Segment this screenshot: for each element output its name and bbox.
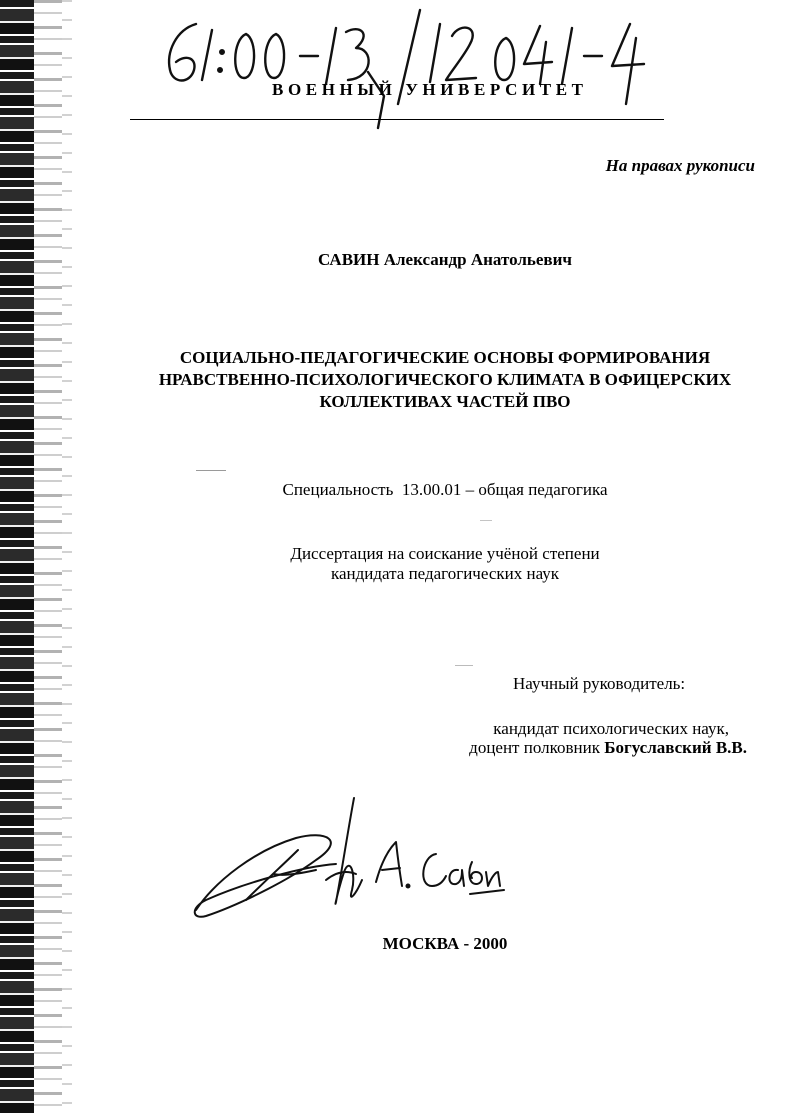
degree-statement [0,544,795,584]
scan-speck [455,665,473,666]
rights-notice: На правах рукописи [605,156,755,175]
advisor-degree: кандидат психологических наук, [493,719,729,738]
handwritten-catalog-number [0,0,795,130]
title-line-1: СОЦИАЛЬНО-ПЕДАГОГИЧЕСКИЕ ОСНОВЫ ФОРМИРОВАНИЯ [179,348,711,367]
advisor-name: Богуславский В.В. [604,738,747,757]
degree-line-2: кандидата педагогических наук [330,564,560,583]
university-name: ВОЕННЫЙ УНИВЕРСИТЕТ [272,80,588,99]
title-line-2: НРАВСТВЕННО-ПСИХОЛОГИЧЕСКОГО КЛИМАТА В ОФИЦЕРСКИХ [158,370,732,389]
degree-line-1: Диссертация на соискание учёной степени [290,544,600,563]
scan-speck [480,520,492,521]
header-divider [130,119,664,120]
author-signature [186,790,506,930]
author-name: САВИН Александр Анатольевич [318,250,572,269]
advisor-rank-name [469,738,747,758]
advisor-rank: доцент полковник [469,738,600,757]
title-line-3: КОЛЛЕКТИВАХ ЧАСТЕЙ ПВО [319,392,571,411]
scan-speck [196,470,226,471]
specialty-line: Специальность 13.00.01 – общая педагогика [282,480,608,499]
dissertation-title [130,347,760,413]
advisor-label: Научный руководитель: [513,674,686,693]
city-year: МОСКВА - 2000 [382,934,508,953]
